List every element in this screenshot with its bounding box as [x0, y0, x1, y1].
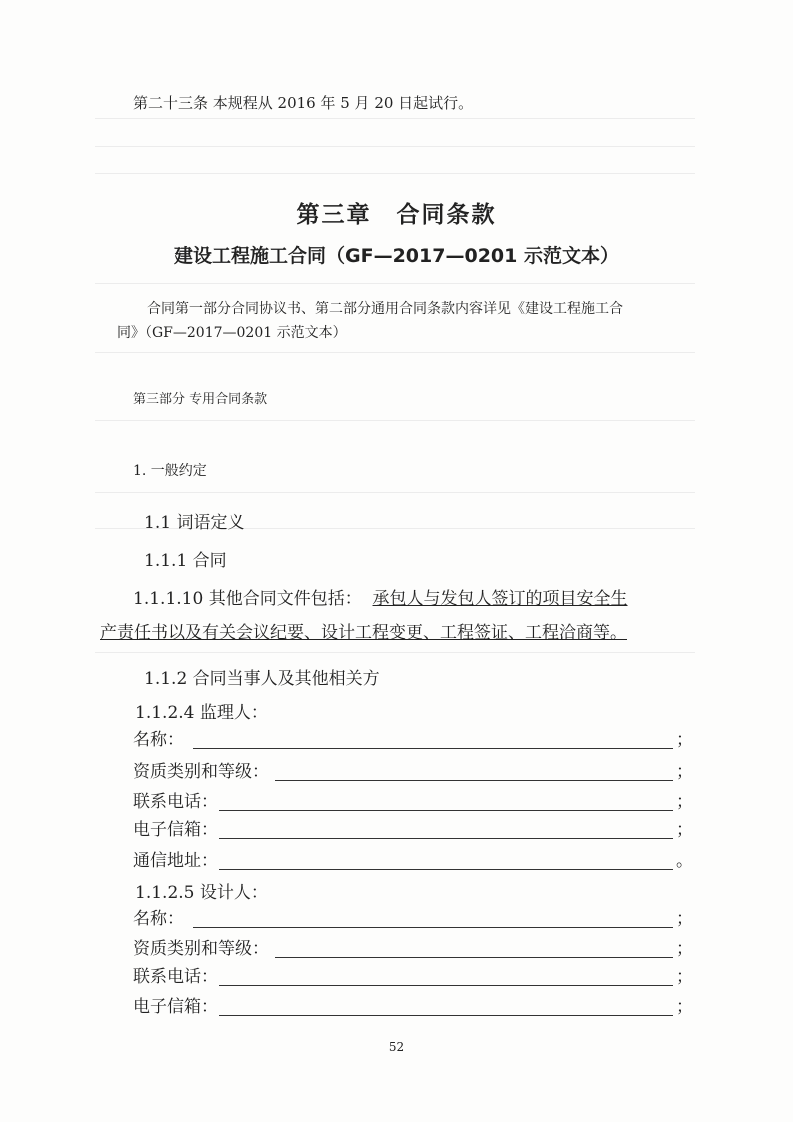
section-1-1-heading: 1.1 词语定义: [144, 513, 245, 533]
field-terminator: ；: [676, 909, 693, 929]
section-1-1-2-heading: 1.1.2 合同当事人及其他相关方: [144, 669, 380, 689]
field-label: 电子信箱：: [133, 997, 218, 1017]
fill-in-blank[interactable]: [275, 957, 673, 958]
fill-in-blank[interactable]: [219, 838, 673, 839]
designer-email-field: [133, 992, 693, 1020]
article-23-text: 第二十三条 本规程从 2016 年 5 月 20 日起试行。: [133, 94, 474, 112]
fill-in-blank[interactable]: [219, 869, 673, 870]
field-terminator: ；: [676, 939, 693, 959]
bleed-line: [95, 146, 695, 147]
supervisor-address-field: [133, 846, 693, 874]
designer-phone-field: [133, 962, 693, 990]
clause-1-1-1-10-continuation: 产责任书以及有关会议纪要、设计工程变更、工程签证、工程洽商等。: [100, 623, 627, 643]
bleed-line: [95, 652, 695, 653]
fill-in-blank[interactable]: [219, 985, 673, 986]
chapter-title: 第三章 合同条款: [296, 202, 497, 228]
bleed-line: [95, 492, 695, 493]
general-provisions-heading: 1. 一般约定: [133, 463, 207, 479]
supervisor-email-field: [133, 815, 693, 843]
intro-text-line-2: 同》（GF—2017—0201 示范文本）: [117, 325, 347, 341]
clause-1-1-1-10-value: 承包人与发包人签订的项目安全生: [372, 589, 628, 609]
field-label: 资质类别和等级：: [133, 762, 269, 782]
contract-subtitle: 建设工程施工合同（GF—2017—0201 示范文本）: [174, 245, 619, 267]
field-terminator: ；: [676, 762, 693, 782]
field-label: 名称：: [133, 730, 184, 750]
fill-in-blank[interactable]: [275, 780, 673, 781]
bleed-line: [95, 420, 695, 421]
bleed-line: [95, 352, 695, 353]
section-1-1-2-5-heading: 1.1.2.5 设计人：: [135, 883, 268, 903]
page-number: 52: [388, 1040, 405, 1054]
field-terminator: ；: [676, 730, 693, 750]
supervisor-qualification-field: [133, 757, 693, 785]
supervisor-name-field: [133, 725, 693, 753]
supervisor-phone-field: [133, 787, 693, 815]
clause-1-1-1-10-label: 1.1.1.10 其他合同文件包括：: [133, 589, 362, 609]
field-terminator: 。: [676, 851, 693, 871]
field-label: 通信地址：: [133, 851, 218, 871]
intro-text-line-1: 合同第一部分合同协议书、第二部分通用合同条款内容详见《建设工程施工合: [147, 301, 623, 317]
field-label: 电子信箱：: [133, 820, 218, 840]
field-terminator: ；: [676, 820, 693, 840]
field-label: 名称：: [133, 909, 184, 929]
bleed-line: [95, 283, 695, 284]
field-terminator: ；: [676, 997, 693, 1017]
bleed-line: [95, 173, 695, 174]
bleed-line: [95, 118, 695, 119]
fill-in-blank[interactable]: [193, 748, 673, 749]
designer-name-field: [133, 904, 693, 932]
clause-1-1-1-10: [133, 584, 628, 609]
section-1-1-2-4-heading: 1.1.2.4 监理人：: [135, 703, 268, 723]
section-1-1-1-heading: 1.1.1 合同: [144, 551, 227, 571]
field-terminator: ；: [676, 967, 693, 987]
fill-in-blank[interactable]: [219, 1015, 673, 1016]
field-terminator: ；: [676, 792, 693, 812]
field-label: 资质类别和等级：: [133, 939, 269, 959]
field-label: 联系电话：: [133, 967, 218, 987]
fill-in-blank[interactable]: [219, 810, 673, 811]
field-label: 联系电话：: [133, 792, 218, 812]
designer-qualification-field: [133, 934, 693, 962]
part-three-heading: 第三部分 专用合同条款: [133, 392, 268, 407]
fill-in-blank[interactable]: [193, 927, 673, 928]
